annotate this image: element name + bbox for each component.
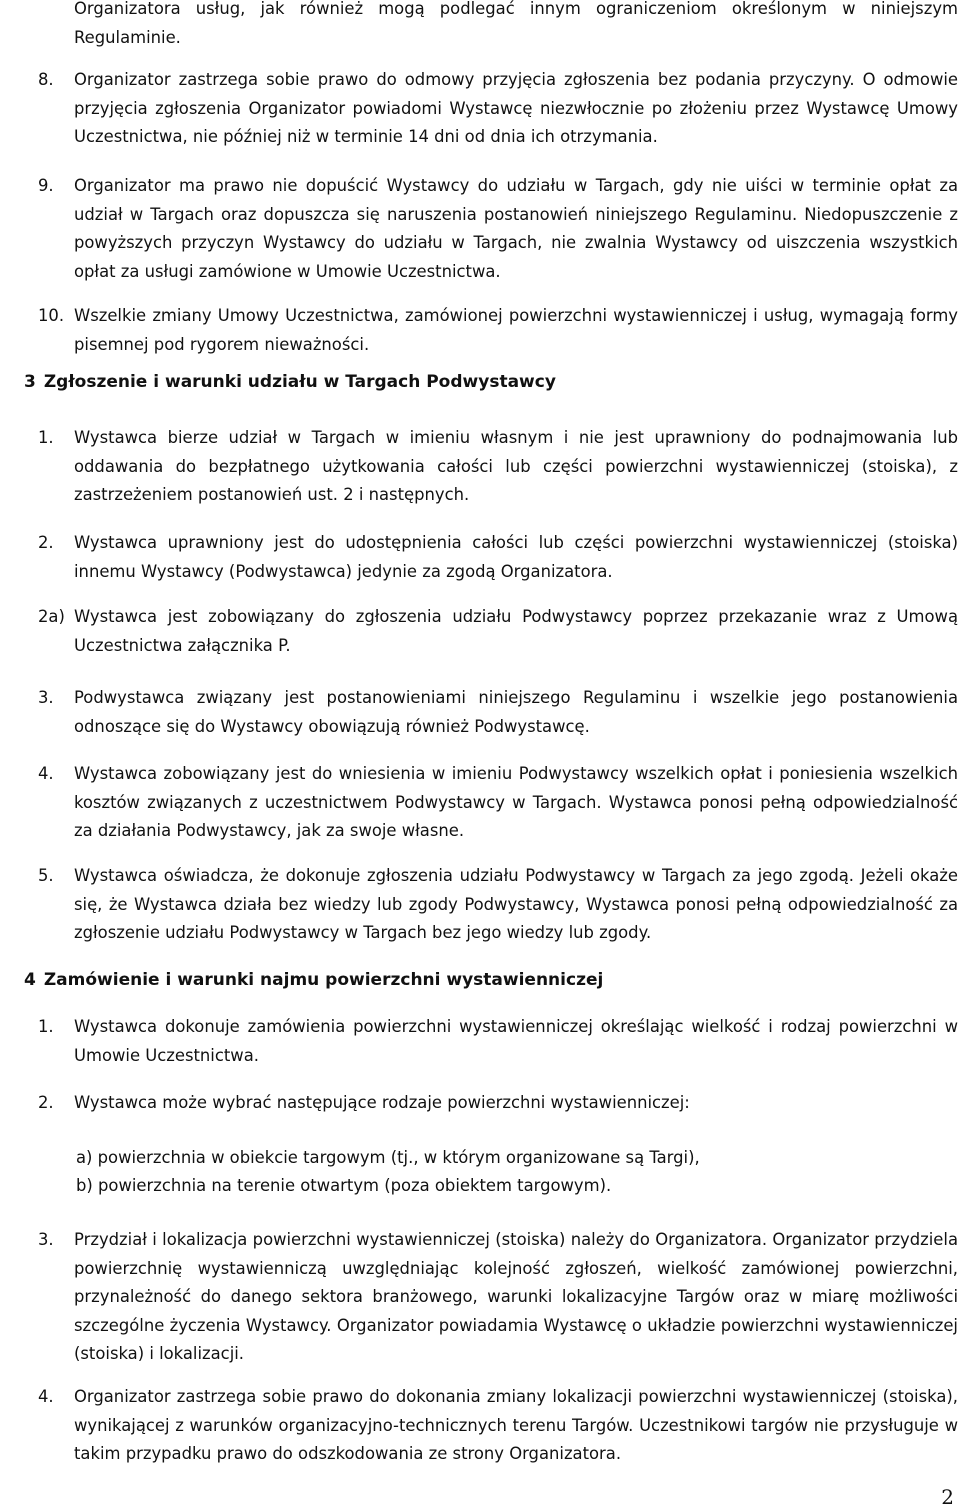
item-text: Podwystawca związany jest postanowieniami niniejszego Regulaminu i wszelkie jego postanowienia odnoszące się do Wystawcy obowiązują również Podwystawcę. — [74, 688, 958, 736]
item-number: 2. — [38, 533, 54, 552]
section-3-item-2a — [38, 603, 958, 660]
paragraph-10 — [38, 302, 958, 359]
paragraph-7-continuation — [38, 0, 958, 52]
section-number: 4 — [24, 970, 36, 990]
paragraph-9 — [38, 172, 958, 286]
item-text: Przydział i lokalizacja powierzchni wystawienniczej (stoiska) należy do Organizatora. Organizator przydziela powierzchnię wystawienniczą uwzględniając kolejność zgłoszeń, wielkość zamówionej powierzchni, przynależność do danego sektora branżowego, warunki lokalizacyjne Targów oraz w miarę możliwości szczególne życzenia Wystawcy. Organizator powiadamia Wystawcę o układzie powierzchni wystawienniczej (stoiska) i lokalizacji. — [74, 1230, 958, 1364]
paragraph-text: Organizator ma prawo nie dopuścić Wystawcy do udziału w Targach, gdy nie uiści w terminie opłat za udział w Targach oraz dopuszcza się naruszenia postanowień niniejszego Regulaminu. Niedopuszczenie z powyższych przyczyn Wystawcy do udziału w Targach, nie zwalnia Wystawcy od uiszczenia wszystkich opłat za usługi zamówione w Umowie Uczestnictwa. — [74, 176, 958, 281]
section-4-heading — [24, 966, 944, 994]
paragraph-text: Organizatora usług, jak również mogą podlegać innym ograniczeniom określonym w niniejszym Regulaminie. — [74, 0, 958, 47]
section-3-item-5 — [38, 862, 958, 948]
item-number: 3. — [38, 1230, 54, 1249]
item-number: 2a) — [38, 607, 65, 626]
section-3-item-3 — [38, 684, 958, 741]
section-title: Zamówienie i warunki najmu powierzchni wystawienniczej — [43, 970, 604, 990]
item-number: 1. — [38, 1017, 54, 1036]
section-3-item-2 — [38, 529, 958, 586]
paragraph-number: 9. — [38, 176, 54, 195]
section-4-item-4 — [38, 1383, 958, 1469]
item-number: 3. — [38, 688, 54, 707]
item-text: Wystawca jest zobowiązany do zgłoszenia udziału Podwystawcy poprzez przekazanie wraz z Umową Uczestnictwa załącznika P. — [74, 607, 958, 655]
item-text: Organizator zastrzega sobie prawo do dokonania zmiany lokalizacji powierzchni wystawienniczej (stoiska), wynikającej z warunków organizacyjno-technicznych terenu Targów. Uczestnikowi targów nie przysługuje w takim przypadku prawo do odszkodowania ze strony Organizatora. — [74, 1387, 958, 1464]
item-text: Wystawca dokonuje zamówienia powierzchni wystawienniczej określając wielkość i rodzaj powierzchni w Umowie Uczestnictwa. — [74, 1017, 958, 1065]
section-number: 3 — [24, 372, 36, 392]
section-4-item-3 — [38, 1226, 958, 1369]
paragraph-text: Organizator zastrzega sobie prawo do odmowy przyjęcia zgłoszenia bez podania przyczyny. O odmowie przyjęcia zgłoszenia Organizator powiadomi Wystawcę niezwłocznie po złożeniu przez Wystawcę Umowy Uczestnictwa, nie później niż w terminie 14 dni od dnia ich otrzymania. — [74, 70, 958, 147]
page-number: 2 — [941, 1485, 954, 1509]
section-title: Zgłoszenie i warunki udziału w Targach Podwystawcy — [43, 372, 556, 392]
option-a: a) powierzchnia w obiekcie targowym (tj., w którym organizowane są Targi), — [76, 1148, 700, 1167]
item-text: Wystawca bierze udział w Targach w imieniu własnym i nie jest uprawniony do podnajmowania lub oddawania do bezpłatnego użytkowania całości lub części powierzchni wystawienniczej (stoiska), z zastrzeżeniem postanowień ust. 2 i następnych. — [74, 428, 958, 505]
section-3-item-1 — [38, 424, 958, 510]
item-number: 5. — [38, 866, 54, 885]
item-number: 1. — [38, 428, 54, 447]
item-number: 4. — [38, 764, 54, 783]
item-text: Wystawca zobowiązany jest do wniesienia w imieniu Podwystawcy wszelkich opłat i poniesienia wszelkich kosztów związanych z uczestnictwem Podwystawcy w Targach. Wystawca ponosi pełną odpowiedzialność za działania Podwystawcy, jak za swoje własne. — [74, 764, 958, 841]
paragraph-text: Wszelkie zmiany Umowy Uczestnictwa, zamówionej powierzchni wystawienniczej i usług, wymagają formy pisemnej pod rygorem nieważności. — [74, 306, 958, 354]
item-text: Wystawca może wybrać następujące rodzaje powierzchni wystawienniczej: — [74, 1093, 690, 1112]
paragraph-8 — [38, 66, 958, 152]
item-text: Wystawca uprawniony jest do udostępnienia całości lub części powierzchni wystawienniczej (stoiska) innemu Wystawcy (Podwystawca) jedynie za zgodą Organizatora. — [74, 533, 958, 581]
section-4-item-2 — [38, 1089, 958, 1118]
item-number: 2. — [38, 1093, 54, 1112]
paragraph-number: 8. — [38, 70, 54, 89]
paragraph-number: 10. — [38, 306, 65, 325]
item-text: Wystawca oświadcza, że dokonuje zgłoszenia udziału Podwystawcy w Targach za jego zgodą. Jeżeli okaże się, że Wystawca działa bez wiedzy lub zgody Podwystawcy, Wystawca ponosi pełną odpowiedzialność za zgłoszenie udziału Podwystawcy w Targach bez jego wiedzy lub zgody. — [74, 866, 958, 943]
section-3-item-4 — [38, 760, 958, 846]
option-b: b) powierzchnia na terenie otwartym (poza obiektem targowym). — [76, 1176, 612, 1195]
section-3-heading — [24, 368, 944, 396]
item-number: 4. — [38, 1387, 54, 1406]
section-4-item-1 — [38, 1013, 958, 1070]
